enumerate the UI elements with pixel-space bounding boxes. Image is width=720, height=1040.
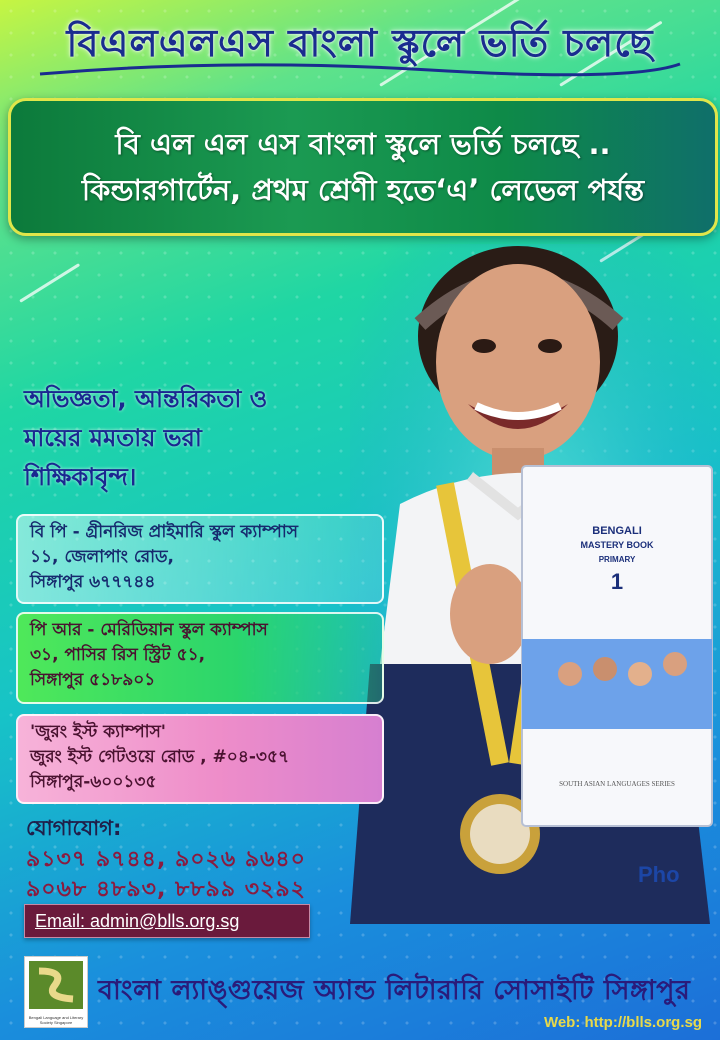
tagline-line-2: মায়ের মমতায় ভরা bbox=[24, 424, 202, 452]
book-level: PRIMARY bbox=[598, 555, 636, 564]
book-number: 1 bbox=[610, 569, 624, 594]
teacher-tagline bbox=[24, 380, 344, 497]
society-name: বাংলা ল্যাঙ্গুয়েজ অ্যান্ড লিটারারি সোসাইটি সিঙ্গাপুর bbox=[98, 975, 691, 1006]
phone-numbers-line-1: ৯১৩৭ ৯৭৪৪, ৯০২৬ ৯৬৪০ bbox=[26, 847, 306, 872]
book-title-2: MASTERY BOOK bbox=[580, 540, 654, 550]
photo-overlay-text: Pho bbox=[638, 862, 680, 887]
logo-emblem-icon bbox=[25, 957, 87, 1013]
campus-address: ১১, জেলাপাং রোড, bbox=[30, 547, 174, 567]
background-streak bbox=[19, 263, 80, 303]
page-title: বিএলএলএস বাংলা স্কুলে ভর্তি চলছে bbox=[66, 21, 654, 65]
campus-card-jurong-east bbox=[16, 714, 384, 804]
tagline-line-3: শিক্ষিকাবৃন্দ। bbox=[24, 463, 137, 491]
book-series-label: SOUTH ASIAN LANGUAGES SERIES bbox=[559, 780, 675, 788]
student-photo bbox=[350, 244, 720, 924]
email-link[interactable]: Email: admin@blls.org.sg bbox=[35, 910, 240, 931]
campus-postcode: সিঙ্গাপুর-৬০০১৩৫ bbox=[30, 772, 157, 792]
banner-line-levels: কিন্ডারগার্টেন, প্রথম শ্রেণী হতে‘এ’ লেভেল পর্যন্ত bbox=[81, 173, 645, 207]
campus-card-pasir-ris bbox=[16, 612, 384, 704]
admission-banner bbox=[8, 98, 718, 236]
email-box bbox=[24, 904, 310, 938]
book-illustration bbox=[522, 466, 712, 826]
book-title-1: BENGALI bbox=[592, 525, 642, 537]
contact-heading: যোগাযোগ: bbox=[26, 816, 122, 840]
phone-numbers-line-2: ৯০৬৮ ৪৮৯৩, ৮৮৯৯ ৩২৯২ bbox=[26, 877, 306, 902]
campus-postcode: সিঙ্গাপুর ৬৭৭৭৪৪ bbox=[30, 572, 156, 592]
website-link[interactable]: Web: http://blls.org.sg bbox=[543, 1014, 702, 1031]
tagline-line-1: অভিজ্ঞতা, আন্তরিকতা ও bbox=[24, 385, 268, 413]
campus-address: ৩১, পাসির রিস স্ট্রিট ৫১, bbox=[30, 645, 206, 665]
campus-name: 'জুরং ইস্ট ক্যাম্পাস' bbox=[30, 722, 167, 742]
campus-address: জুরং ইস্ট গেটওয়ে রোড , #০৪-৩৫৭ bbox=[30, 747, 290, 767]
footer bbox=[0, 952, 720, 1040]
campus-name: পি আর - মেরিডিয়ান স্কুল ক্যাম্পাস bbox=[30, 620, 268, 640]
campus-postcode: সিঙ্গাপুর ৫১৮৯০১ bbox=[30, 670, 156, 690]
logo-caption: Bengali Language and Literary Society Singapore bbox=[28, 1015, 84, 1025]
banner-line-admission: বি এল এল এস বাংলা স্কুলে ভর্তি চলছে .. bbox=[115, 127, 611, 161]
title-swoosh-decoration bbox=[30, 56, 690, 86]
campus-name: বি পি - গ্রীনরিজ প্রাইমারি স্কুল ক্যাম্পাস bbox=[30, 522, 299, 542]
campus-card-bukit-panjang bbox=[16, 514, 384, 604]
society-logo bbox=[24, 956, 88, 1028]
